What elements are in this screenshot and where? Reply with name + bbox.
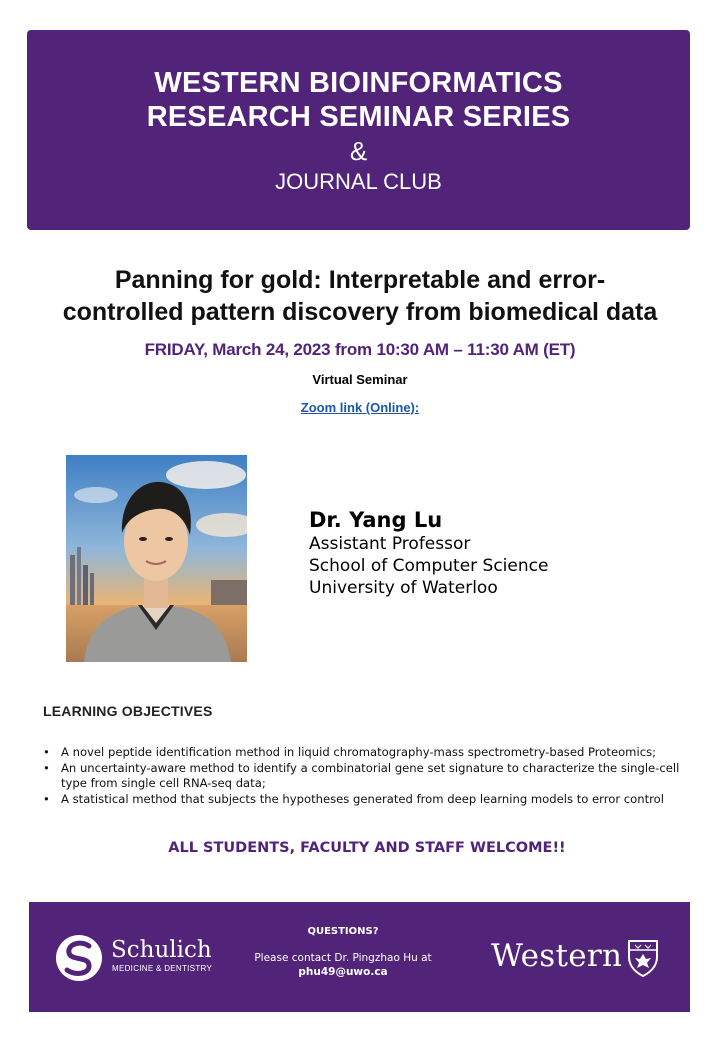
header-line-3: JOURNAL CLUB bbox=[275, 169, 442, 194]
seminar-date: FRIDAY, March 24, 2023 from 10:30 AM – 11:30 AM (ET) bbox=[144, 340, 576, 359]
zoom-link[interactable]: Zoom link (Online): bbox=[300, 400, 420, 415]
western-logo bbox=[491, 936, 666, 981]
western-wordmark: Western bbox=[491, 938, 623, 974]
speaker-info bbox=[309, 507, 548, 599]
questions-label: QUESTIONS? bbox=[307, 926, 379, 937]
schulich-logo bbox=[55, 934, 245, 982]
contact-block bbox=[253, 926, 433, 978]
talk-title-line-1: Panning for gold: Interpretable and error- bbox=[114, 266, 606, 294]
talk-title bbox=[20, 264, 700, 328]
schulich-emblem-icon bbox=[55, 934, 105, 984]
learning-objectives-list bbox=[43, 745, 703, 808]
list-item: • An uncertainty-aware method to identify a combinatorial gene set signature to characterize the single-cell type from single cell RNA-seq data; bbox=[43, 761, 680, 790]
schulich-subtitle: MEDICINE & DENTISTRY bbox=[112, 964, 213, 973]
talk-title-line-2: controlled pattern discovery from biomedical data bbox=[62, 298, 658, 326]
list-item: • A statistical method that subjects the hypotheses generated from deep learning models to error control bbox=[43, 792, 664, 806]
welcome-message: ALL STUDENTS, FACULTY AND STAFF WELCOME!! bbox=[168, 840, 566, 856]
speaker-department: School of Computer Science bbox=[309, 556, 549, 576]
header-line-1: WESTERN BIOINFORMATICS bbox=[154, 67, 563, 99]
header-line-2: RESEARCH SEMINAR SERIES bbox=[146, 101, 571, 133]
seminar-format: Virtual Seminar bbox=[312, 372, 408, 387]
header-banner bbox=[27, 30, 690, 230]
speaker-institution: University of Waterloo bbox=[309, 578, 498, 598]
footer-banner bbox=[29, 902, 690, 1012]
contact-text: Please contact Dr. Pingzhao Hu at bbox=[254, 952, 432, 964]
speaker-name: Dr. Yang Lu bbox=[309, 508, 443, 532]
speaker-position: Assistant Professor bbox=[309, 534, 471, 554]
bullet-icon: • bbox=[43, 792, 50, 806]
bullet-icon: • bbox=[43, 745, 50, 759]
western-crest-icon bbox=[627, 939, 659, 977]
learning-objectives-heading: LEARNING OBJECTIVES bbox=[43, 703, 213, 719]
list-item: • A novel peptide identification method in liquid chromatography-mass spectrometry-based Proteomics; bbox=[43, 745, 657, 759]
schulich-name: Schulich bbox=[111, 937, 212, 963]
contact-email[interactable]: phu49@uwo.ca bbox=[298, 966, 388, 978]
speaker-photo bbox=[66, 455, 247, 662]
header-ampersand: & bbox=[349, 136, 368, 166]
speaker-photo-image bbox=[66, 455, 247, 662]
bullet-icon: • bbox=[43, 761, 50, 775]
